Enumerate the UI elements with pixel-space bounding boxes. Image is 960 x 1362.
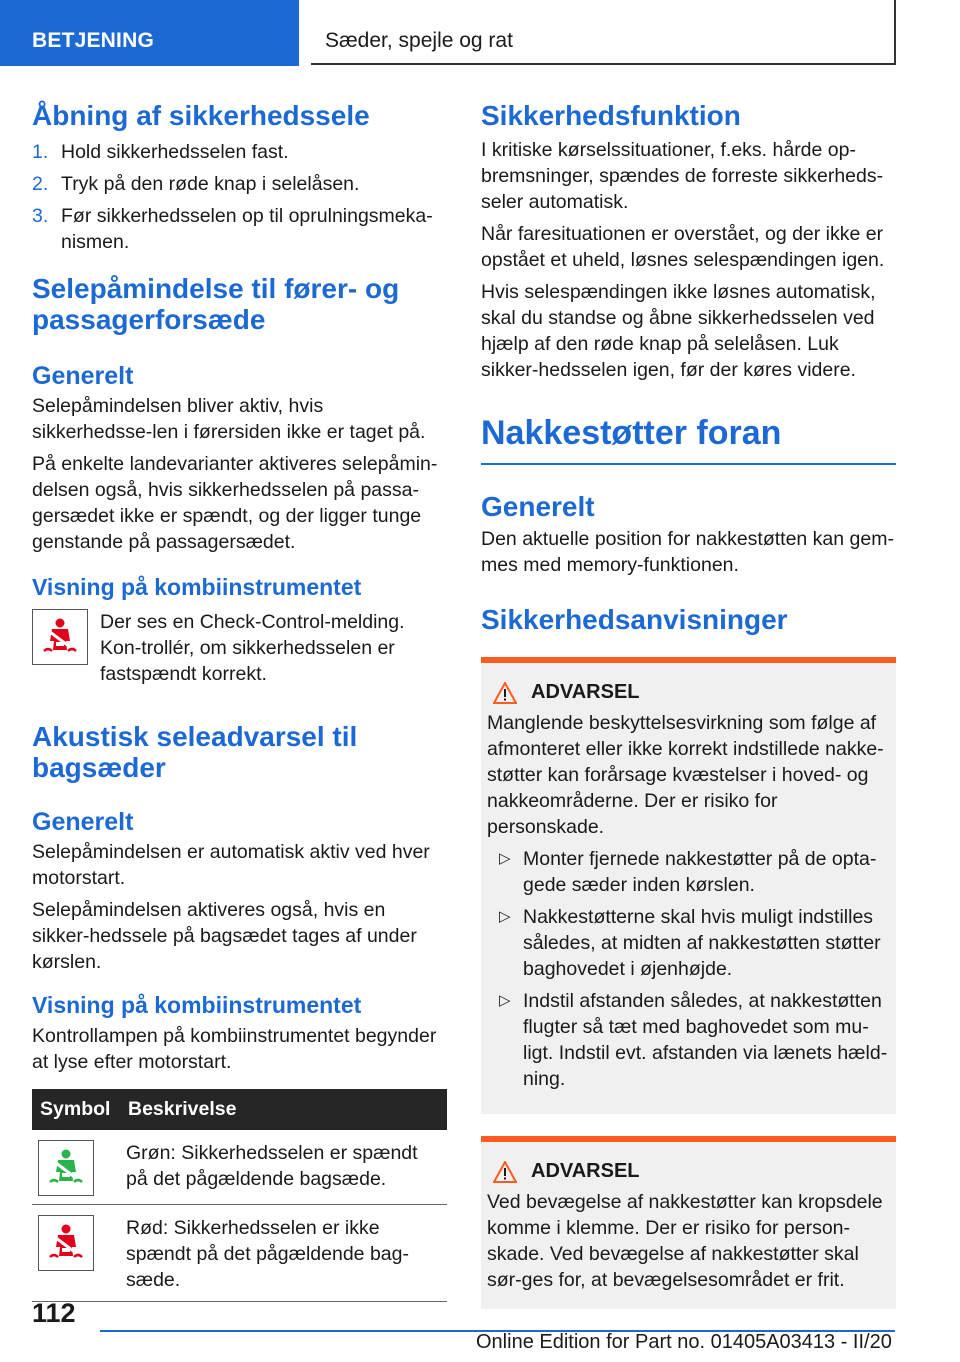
seatbelt-green-icon [38,1140,94,1196]
section-tab [0,0,299,65]
left-column [32,100,447,1302]
safety-paragraph-3: Hvis selespændingen ikke løsnes automatisk, skal du standse og åbne sikkerhedsselen ved hjælp af den røde knap på selelåsen. Luk sikker-hedsselen igen, før der køres videre. [481,281,876,381]
step-item [32,203,447,255]
safety-paragraph-2: Når faresituationen er overstået, og der ikke er opstået et uheld, løsnes selespændingen igen. [481,223,885,271]
chapter-tab [311,0,896,65]
step-item [32,139,447,165]
warning-text-1: Manglende beskyttelsesvirkning som følge af afmonteret eller ikke korrekt indstillede nakke-støtter kan forårsage kvæstelser i hoved- og nakkeområderne. Der er risiko for personskade. [487,712,884,838]
table-row [32,1205,447,1302]
general-paragraph-1a: Selepåmindelsen bliver aktiv, hvis sikkerhedsse-len i førersiden ikke er taget på. [32,395,426,443]
warning-text-2: Ved bevægelse af nakkestøtter kan kropsdele komme i klemme. Der er risiko for person-skade. Ved bevægelse af nakkestøtter skal sør-ges for, at bevægelsesområdet er frit. [487,1191,883,1291]
section-rule [0,64,299,66]
warning-triangle-icon [493,682,517,704]
symbol-table [32,1089,447,1302]
safety-paragraph-1: I kritiske kørselssituationer, f.eks. hårde op-bremsninger, spændes de forreste sikkerheds-seler automatisk. [481,139,884,213]
step-text: Tryk på den røde knap i selelåsen. [61,173,360,195]
step-text: Hold sikkerhedsselen fast. [61,141,289,163]
general-paragraph-2b: Selepåmindelsen aktiveres også, hvis en sikker-hedssele på bagsædet tages af under kørslen. [32,899,417,973]
table-cell-description: Rød: Sikkerhedsselen er ikke spændt på det pågældende bag-sæde. [120,1205,447,1302]
bullet-triangle-icon: ▷ [499,992,511,1009]
table-cell-symbol [32,1130,120,1205]
display-title-1: Visning på kombiinstrumentet [32,574,362,600]
right-column [481,100,896,1309]
display-title-2: Visning på kombiinstrumentet [32,992,362,1018]
safety-title: Sikkerhedsfunktion [481,100,741,131]
step-number: 1. [32,141,49,163]
warning-box-1 [481,657,896,1114]
warning-triangle-icon [493,1161,517,1183]
warning-bullets [487,846,888,1092]
bullet-triangle-icon: ▷ [499,850,511,867]
headrest-title: Nakkestøtter foran [481,414,782,452]
footer-edition: Online Edition for Part no. 01405A03413 - II/20 [476,1331,892,1353]
general-paragraph-1b: På enkelte landevarianter aktiveres selepåmin-delsen også, hvis sikkerhedsselen på passa-gersædet ikke er spændt, og der ligger tunge genstande på passagersædet. [32,453,438,553]
table-row [32,1130,447,1205]
headrest-general-title: Generelt [481,491,595,522]
section-label: BETJENING [32,29,154,52]
opening-title: Åbning af sikkerhedssele [32,100,370,131]
page-number: 112 [32,1298,76,1328]
table-cell-description: Grøn: Sikkerhedsselen er spændt på det pågældende bagsæde. [120,1130,447,1205]
safety-notes-title: Sikkerhedsanvisninger [481,604,788,635]
display-text-1: Der ses en Check-Control-melding. Kon-trollér, om sikkerhedsselen er fastspændt korrekt. [100,611,405,685]
step-number: 2. [32,173,49,195]
warning-header-2 [487,1160,888,1183]
reminder-title: Selepåmindelse til fører- og passagerforsæde [32,273,400,335]
list-item [487,988,888,1092]
table-header-description: Beskrivelse [120,1089,447,1130]
warning-box-2 [481,1136,896,1309]
table-header-symbol: Symbol [32,1089,120,1130]
list-item [487,846,888,898]
headrest-general-text: Den aktuelle position for nakkestøtten kan gem-mes med memory-funktionen. [481,528,894,576]
general-title-2: Generelt [32,808,134,836]
acoustic-title: Akustisk seleadvarsel til bagsæder [32,721,358,783]
list-item-text: Indstil afstanden således, at nakkestøtten flugter så tæt med baghovedet som mu-ligt. Indstil evt. afstanden via lænets hæld-ning. [523,990,888,1090]
seatbelt-red-icon [38,1215,94,1271]
list-item [487,904,888,982]
general-paragraph-2a: Selepåmindelsen er automatisk aktiv ved hver motorstart. [32,841,430,889]
list-item-text: Nakkestøtterne skal hvis muligt indstilles således, at midten af nakkestøtten støtter baghovedet i øjenhøjde. [523,906,881,980]
step-number: 3. [32,205,49,227]
warning-header-1 [487,681,888,704]
list-item-text: Monter fjernede nakkestøtter på de opta-gede sæder inden kørslen. [523,848,877,896]
bullet-triangle-icon: ▷ [499,908,511,925]
seatbelt-warning-icon [32,609,88,665]
opening-steps [32,139,447,255]
display-text-2: Kontrollampen på kombiinstrumentet begynder at lyse efter motorstart. [32,1025,437,1073]
warning-label-1: ADVARSEL [531,681,640,703]
step-text: Før sikkerhedsselen op til oprulningsmeka-nismen. [61,205,433,253]
table-cell-symbol [32,1205,120,1302]
chapter-label: Sæder, spejle og rat [325,29,513,52]
headrest-title-rule [481,463,896,465]
table-header-row [32,1089,447,1130]
display-row-1 [32,609,447,687]
warning-label-2: ADVARSEL [531,1160,640,1182]
general-title-1: Generelt [32,362,134,390]
step-item [32,171,447,197]
